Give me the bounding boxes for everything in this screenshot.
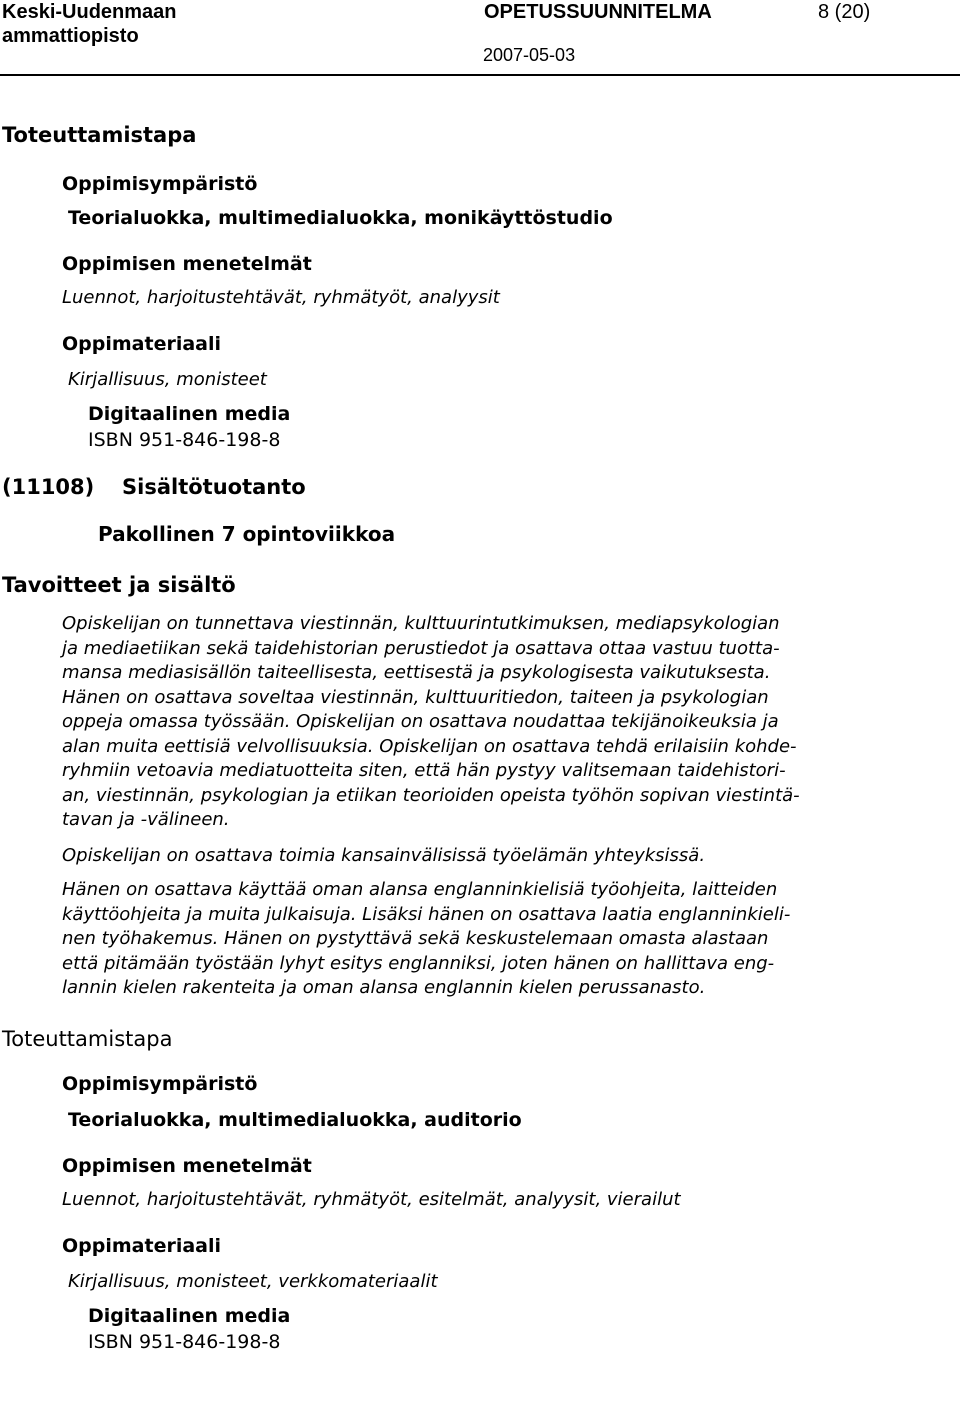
goals-paragraph-2: Opiskelijan on osattava toimia kansainvälisissä työelämän yhteyksissä. bbox=[62, 845, 706, 866]
methods-label: Oppimisen menetelmät bbox=[62, 253, 312, 275]
paragraph-line: käyttöohjeita ja muita julkaisuja. Lisäksi hänen on osattava laatia englanninkieli- bbox=[62, 903, 791, 925]
material-value-2: Kirjallisuus, monisteet, verkkomateriaalit bbox=[68, 1271, 438, 1292]
document-title: OPETUSSUUNNITELMA bbox=[484, 1, 712, 23]
methods-value: Luennot, harjoitustehtävät, ryhmätyöt, analyysit bbox=[62, 287, 500, 308]
goals-paragraph-3 bbox=[62, 878, 902, 1001]
course-name: Sisältötuotanto bbox=[122, 475, 306, 499]
paragraph-line: lannin kielen rakenteita ja oman alansa englannin kielen perussanasto. bbox=[62, 977, 706, 998]
paragraph-line: an, viestinnän, psykologian ja etiikan teorioiden opeista työhön sopivan viestintä- bbox=[62, 784, 800, 806]
document-date: 2007-05-03 bbox=[483, 45, 576, 65]
organization-name bbox=[2, 0, 177, 48]
environment-label-2: Oppimisympäristö bbox=[62, 1073, 258, 1095]
paragraph-line: Opiskelijan on tunnettava viestinnän, kulttuurintutkimuksen, mediapsykologian bbox=[62, 613, 780, 634]
digital-media-isbn: ISBN 951-846-198-8 bbox=[88, 429, 281, 451]
material-label: Oppimateriaali bbox=[62, 333, 222, 355]
paragraph-line: oppeja omassa työssään. Opiskelijan on osattava noudattaa tekijänoikeuksia ja bbox=[62, 711, 779, 732]
methods-value-2: Luennot, harjoitustehtävät, ryhmätyöt, esitelmät, analyysit, vierailut bbox=[62, 1189, 681, 1210]
environment-value-2: Teorialuokka, multimedialuokka, auditorio bbox=[68, 1109, 522, 1131]
material-value: Kirjallisuus, monisteet bbox=[68, 369, 267, 390]
environment-label: Oppimisympäristö bbox=[62, 173, 258, 195]
digital-media-label-2: Digitaalinen media bbox=[88, 1305, 291, 1327]
goals-paragraph-1 bbox=[62, 612, 902, 833]
section-heading-implementation-2: Toteuttamistapa bbox=[2, 1027, 173, 1051]
goals-heading: Tavoitteet ja sisältö bbox=[2, 573, 236, 597]
paragraph-line: alan muita eettisiä velvollisuuksia. Opiskelijan on osattava tehdä erilaisiin kohde- bbox=[62, 735, 797, 757]
header-divider bbox=[0, 74, 960, 76]
paragraph-line: tavan ja -välineen. bbox=[62, 809, 230, 830]
digital-media-label: Digitaalinen media bbox=[88, 403, 291, 425]
section-heading-implementation: Toteuttamistapa bbox=[2, 123, 197, 147]
course-scope: Pakollinen 7 opintoviikkoa bbox=[98, 522, 396, 546]
organization-name-line2: ammattiopisto bbox=[2, 25, 139, 47]
material-label-2: Oppimateriaali bbox=[62, 1235, 222, 1257]
paragraph-line: ryhmiin vetoavia mediatuotteita siten, että hän pystyy valitsemaan taidehistori- bbox=[62, 760, 786, 781]
paragraph-line: Hänen on osattava käyttää oman alansa englanninkielisiä työohjeita, laitteiden bbox=[62, 879, 778, 900]
methods-label-2: Oppimisen menetelmät bbox=[62, 1155, 312, 1177]
paragraph-line: mansa mediasisällön taiteellisesta, eettisestä ja psykologisesta vaikutuksesta. bbox=[62, 662, 771, 683]
paragraph-line: Hänen on osattava soveltaa viestinnän, kulttuuritiedon, taiteen ja psykologian bbox=[62, 686, 769, 708]
paragraph-line: ja mediaetiikan sekä taidehistorian perustiedot ja osattava ottaa vastuu tuotta- bbox=[62, 637, 780, 659]
paragraph-line: nen työhakemus. Hänen on pystyttävä sekä keskustelemaan omasta alastaan bbox=[62, 928, 769, 949]
organization-name-line1: Keski-Uudenmaan bbox=[2, 1, 177, 23]
digital-media-isbn-2: ISBN 951-846-198-8 bbox=[88, 1331, 281, 1353]
course-code: (11108) bbox=[2, 475, 95, 499]
environment-value: Teorialuokka, multimedialuokka, monikäyttöstudio bbox=[68, 207, 613, 229]
page-number: 8 (20) bbox=[818, 1, 871, 23]
paragraph-line: että pitämään työstään lyhyt esitys englanniksi, joten hänen on hallittava eng- bbox=[62, 952, 775, 974]
